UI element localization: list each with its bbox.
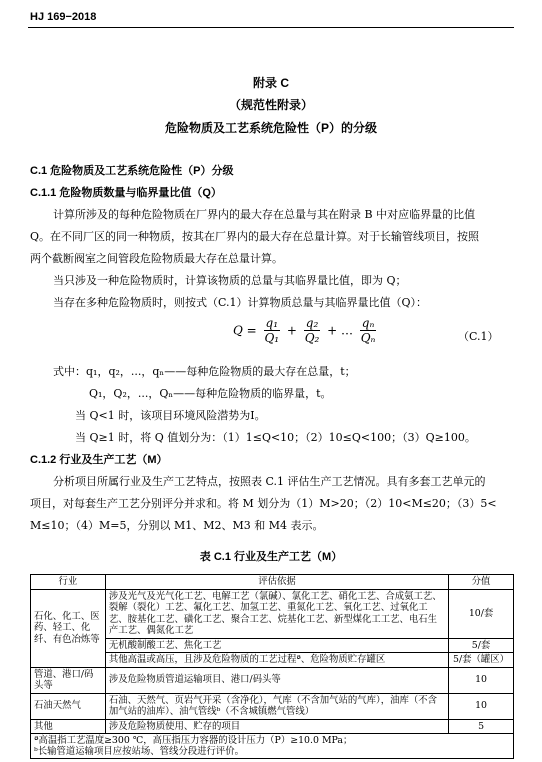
basis-cell: 无机酸制酸工艺、焦化工艺 xyxy=(105,638,448,653)
table-caption: 表 C.1 行业及生产工艺（M） xyxy=(199,551,343,563)
score-cell: 10 xyxy=(449,667,514,693)
column-header: 评估依据 xyxy=(105,575,448,590)
score-cell: 10 xyxy=(449,693,514,719)
table-row xyxy=(31,719,514,734)
basis-cell: 涉及危险物质使用、贮存的项目 xyxy=(105,719,448,734)
paragraph-line: M≤10；（4）M=5，分别以 M1、M2、M3 和 M4 表示。 xyxy=(30,519,324,532)
numerator: qₙ xyxy=(361,316,375,330)
industry-cell: 其他 xyxy=(31,719,106,734)
header-rule xyxy=(28,27,514,28)
appendix-title: 附录 C xyxy=(252,76,289,90)
table-row xyxy=(31,667,514,693)
equation-c1 xyxy=(233,316,379,360)
score-cell: 5/套（罐区） xyxy=(449,653,514,668)
fraction-term-2 xyxy=(304,316,321,345)
paragraph-line: 当存在多种危险物质时，则按式（C.1）计算物质总量与其临界量比值（Q）： xyxy=(53,296,428,309)
industry-cell: 管道、港口/码头等 xyxy=(31,667,106,693)
score-cell: 10/套 xyxy=(449,589,514,638)
denominator: Q₂ xyxy=(304,331,320,345)
paragraph-line: 分析项目所属行业及生产工艺特点，按照表 C.1 评估生产工艺情况。具有多套工艺单元的 xyxy=(53,475,486,488)
paragraph-line: 计算所涉及的每种危险物质在厂界内的最大存在总量与其在附录 B 中对应临界量的比值 xyxy=(53,208,476,221)
score-cell: 5/套 xyxy=(449,638,514,653)
paragraph-line: 项目，对每套生产工艺分别评分并求和。将 M 划分为（1）M>20；（2）10<M≤20；（3）5< xyxy=(30,497,497,510)
denominator: Q₁ xyxy=(264,331,280,345)
denominator: Qₙ xyxy=(360,331,376,345)
table-note-row xyxy=(31,734,514,759)
basis-cell: 涉及危险物质管道运输项目、港口/码头等 xyxy=(105,667,448,693)
table-notes xyxy=(31,734,514,759)
basis-cell: 石油、天然气、页岩气开采（含净化），气库（不含加气站的气库），油库（不含加气站的油库）、油气管线ᵇ（不含城镇燃气管线） xyxy=(105,693,448,719)
appendix-subtitle: 危险物质及工艺系统危险性（P）的分级 xyxy=(164,121,377,135)
table-row xyxy=(31,589,514,638)
section-c12-heading: C.1.2 行业及生产工艺（M） xyxy=(30,454,168,466)
equation-lhs: Q = xyxy=(233,323,257,338)
fraction-term-n xyxy=(360,316,377,345)
where-line: 式中：q₁，q₂，...，qₙ——每种危险物质的最大存在总量，t； xyxy=(53,365,356,378)
where-line: 当 Q≥1 时，将 Q 值划分为：（1）1≤Q<10；（2）10≤Q<100；（3）Q≥100。 xyxy=(75,431,476,444)
industry-cell: 石油天然气 xyxy=(31,693,106,719)
paragraph-line: 两个截断阀室之间管段危险物质最大存在总量计算。 xyxy=(30,252,283,265)
note-a: ª高温指工艺温度≥300 ℃，高压指压力容器的设计压力（P）≥10.0 MPa； xyxy=(34,735,353,746)
note-b: ᵇ长输管道运输项目应按站场、管线分段进行评价。 xyxy=(34,746,245,757)
table-row xyxy=(31,693,514,719)
fraction-term-1 xyxy=(264,316,281,345)
industry-process-table xyxy=(30,574,514,759)
industry-cell: 石化、化工、医药、轻工、化纤、有色冶炼等 xyxy=(31,589,106,667)
basis-cell: 其他高温或高压，且涉及危险物质的工艺过程ª、危险物质贮存罐区 xyxy=(105,653,448,668)
where-line: Q₁，Q₂，...，Qₙ——每种危险物质的临界量，t。 xyxy=(89,387,332,400)
plus-sign: + xyxy=(286,323,297,338)
equation-number: （C.1） xyxy=(458,330,499,343)
section-c11-heading: C.1.1 危险物质数量与临界量比值（Q） xyxy=(30,187,222,199)
standard-number: HJ 169−2018 xyxy=(30,11,97,23)
numerator: q₂ xyxy=(305,316,319,330)
numerator: q₁ xyxy=(265,316,279,330)
basis-cell: 涉及光气及光气化工艺、电解工艺（氯碱）、氯化工艺、硝化工艺、合成氨工艺、裂解（裂化）工艺、氟化工艺、加氢工艺、重氮化工艺、氧化工艺、过氧化工艺、胺基化工艺、磺化工艺、聚合工艺、烷基化工艺、新型煤化工工艺、电石生产工艺、偶氮化工艺 xyxy=(105,589,448,638)
column-header: 分值 xyxy=(449,575,514,590)
where-line: 当 Q<1 时，该项目环境风险潜势为Ⅰ。 xyxy=(75,409,266,422)
column-header: 行业 xyxy=(31,575,106,590)
paragraph-line: 当只涉及一种危险物质时，计算该物质的总量与其临界量比值，即为 Q； xyxy=(53,274,407,287)
score-cell: 5 xyxy=(449,719,514,734)
paragraph-line: Q。在不同厂区的同一种物质，按其在厂界内的最大存在总量计算。对于长输管线项目，按照 xyxy=(30,230,480,243)
table-header-row xyxy=(31,575,514,590)
ellipsis: + … xyxy=(327,323,353,338)
appendix-type: （规范性附录） xyxy=(228,98,313,112)
section-c1-heading: C.1 危险物质及工艺系统危险性（P）分级 xyxy=(30,165,234,177)
